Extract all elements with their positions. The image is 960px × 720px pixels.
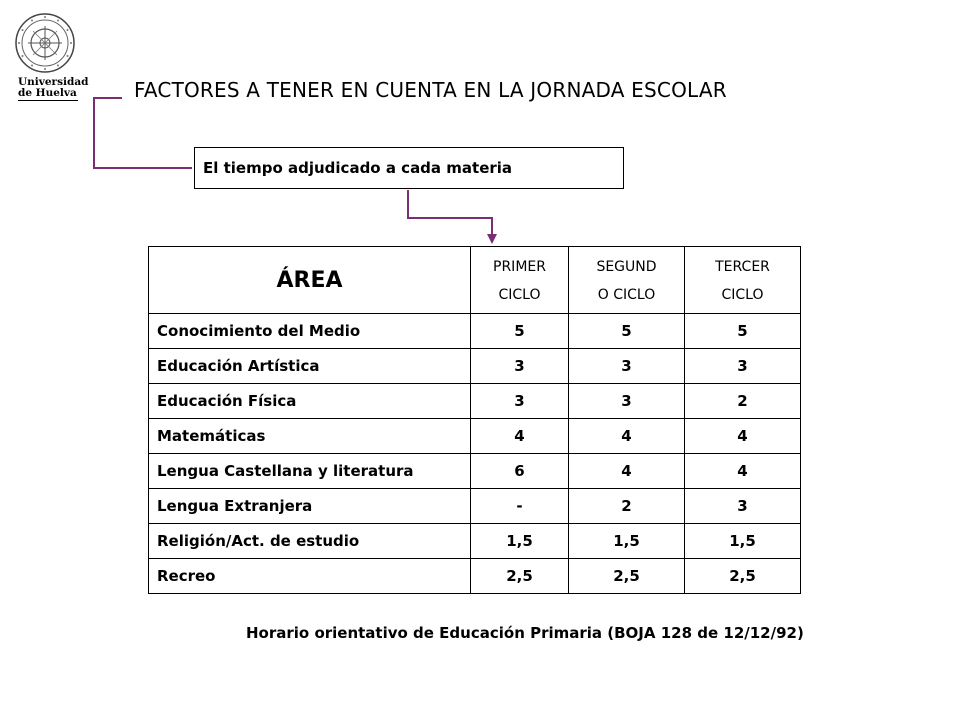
subtitle-box: El tiempo adjudicado a cada materia	[194, 147, 624, 189]
area-cell: Educación Artística	[149, 349, 471, 384]
area-cell: Educación Física	[149, 384, 471, 419]
table-row	[149, 489, 801, 524]
schedule-table	[148, 246, 801, 594]
value-cell: 3	[569, 349, 685, 384]
cycle-header-3	[685, 247, 801, 314]
value-cell: 1,5	[569, 524, 685, 559]
value-cell: 1,5	[685, 524, 801, 559]
value-cell: 4	[569, 419, 685, 454]
logo-line-2: de Huelva	[18, 87, 77, 99]
value-cell: 3	[685, 489, 801, 524]
value-cell: 3	[471, 384, 569, 419]
area-cell: Lengua Castellana y literatura	[149, 454, 471, 489]
page-title: FACTORES A TENER EN CUENTA EN LA JORNADA ESCOLAR	[134, 78, 727, 102]
table-row	[149, 384, 801, 419]
table-header-row	[149, 247, 801, 314]
value-cell: 3	[471, 349, 569, 384]
value-cell: 5	[685, 314, 801, 349]
source-note: Horario orientativo de Educación Primaria (BOJA 128 de 12/12/92)	[246, 624, 804, 642]
cycle-header-text: TERCER	[715, 259, 770, 275]
area-cell: Conocimiento del Medio	[149, 314, 471, 349]
area-cell: Matemáticas	[149, 419, 471, 454]
cycle-header-text: CICLO	[498, 287, 541, 303]
cycle-header-2	[569, 247, 685, 314]
cycle-header-text: SEGUND	[596, 259, 657, 275]
value-cell: 4	[569, 454, 685, 489]
table-row	[149, 349, 801, 384]
subtitle-to-table-connector	[408, 190, 492, 236]
table-row	[149, 524, 801, 559]
cycle-header-text: CICLO	[721, 287, 764, 303]
area-header: ÁREA	[149, 247, 471, 314]
value-cell: 2,5	[685, 559, 801, 594]
value-cell: 2	[685, 384, 801, 419]
title-to-subtitle-connector	[94, 98, 192, 168]
value-cell: -	[471, 489, 569, 524]
table-row	[149, 419, 801, 454]
value-cell: 6	[471, 454, 569, 489]
value-cell: 4	[471, 419, 569, 454]
arrow-head-icon	[487, 234, 497, 244]
value-cell: 2,5	[569, 559, 685, 594]
value-cell: 1,5	[471, 524, 569, 559]
cycle-header-text: O CICLO	[597, 287, 656, 303]
table-row	[149, 559, 801, 594]
value-cell: 3	[569, 384, 685, 419]
table-row	[149, 454, 801, 489]
table-row	[149, 314, 801, 349]
area-cell: Lengua Extranjera	[149, 489, 471, 524]
value-cell: 2,5	[471, 559, 569, 594]
value-cell: 2	[569, 489, 685, 524]
value-cell: 4	[685, 419, 801, 454]
cycle-header-1	[471, 247, 569, 314]
value-cell: 5	[471, 314, 569, 349]
value-cell: 5	[569, 314, 685, 349]
area-cell: Religión/Act. de estudio	[149, 524, 471, 559]
area-cell: Recreo	[149, 559, 471, 594]
cycle-header-text: PRIMER	[493, 259, 546, 275]
value-cell: 4	[685, 454, 801, 489]
value-cell: 3	[685, 349, 801, 384]
logo-line-1: Universidad	[18, 76, 89, 88]
